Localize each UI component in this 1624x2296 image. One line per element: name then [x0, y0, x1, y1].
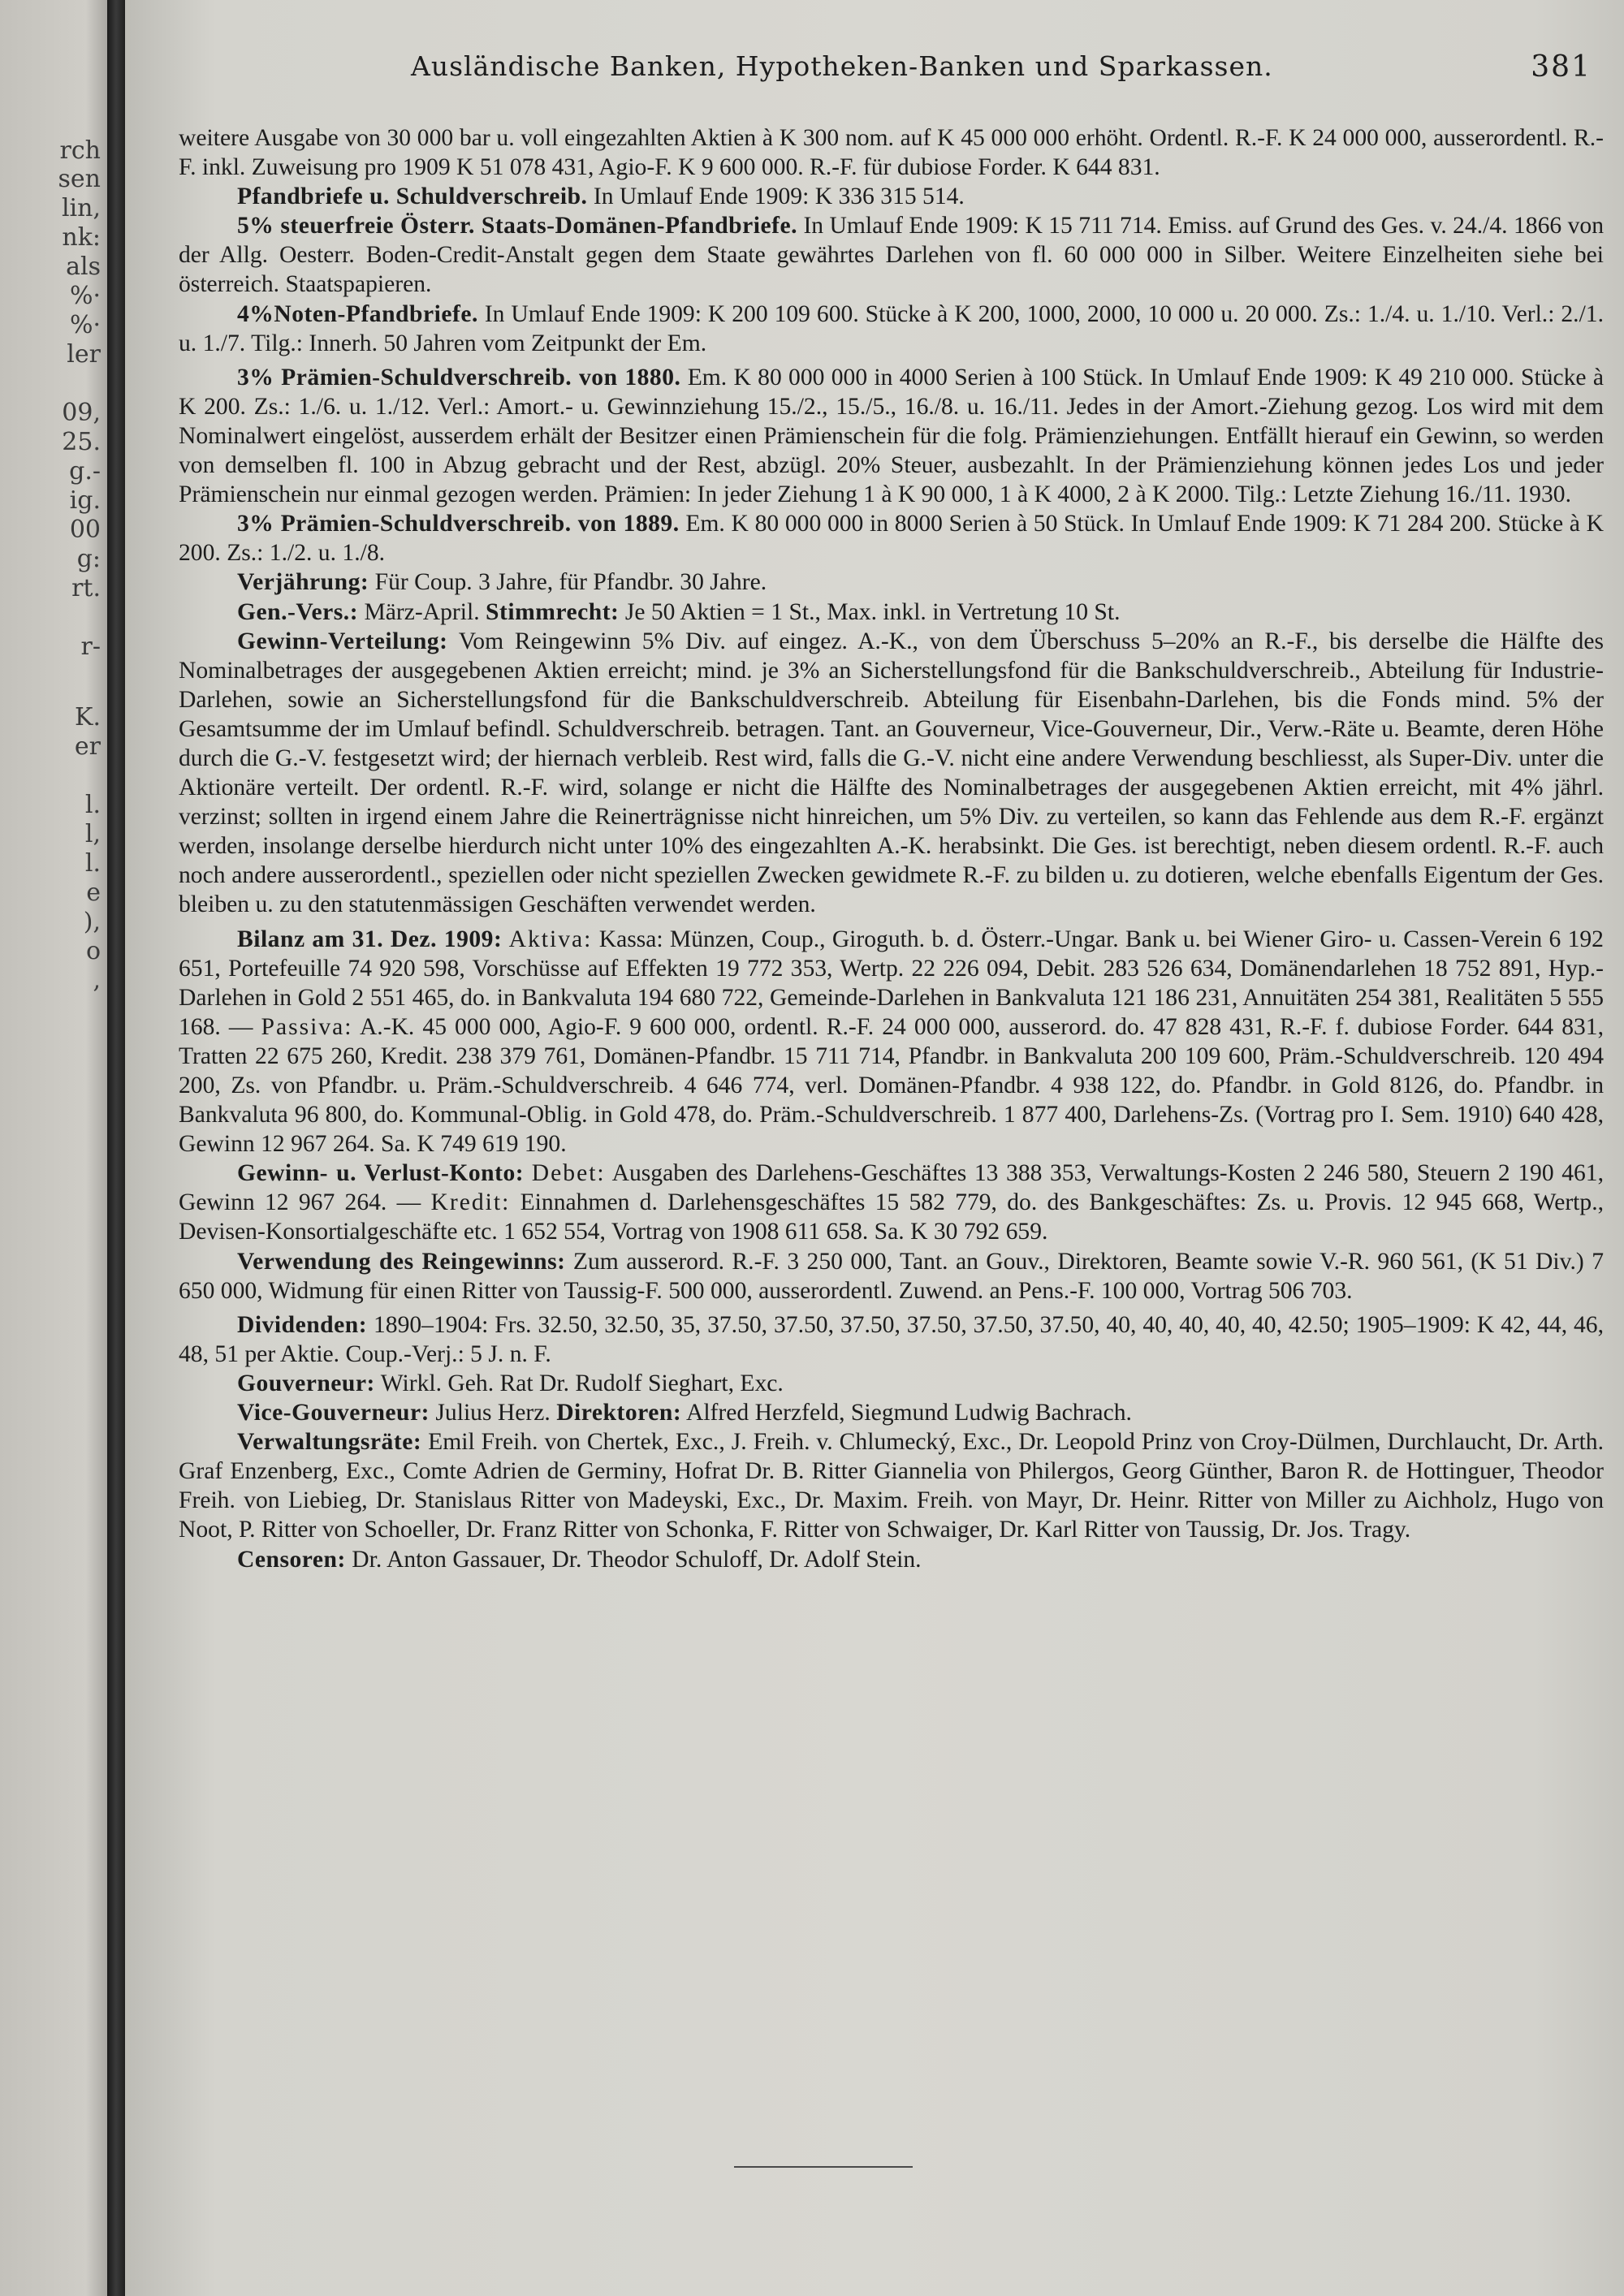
margin-fragment: %·: [69, 311, 101, 339]
previous-page-edge: [0, 0, 107, 2296]
paragraph-gewinn-verteilung: Gewinn-Verteilung: Vom Reingewinn 5% Div. auf eingez. A.-K., von dem Überschuss 5–20% an R.-F., bis derselbe die Hälfte des Nominalbetrages der ausgegebenen Aktien erreicht; mind. je 3% an Sicherstellungsfond für die Bankschuldverschreib., Abteilung für Industrie-Darlehen, sowie an Sicherstellungsfond für die Bankschuldverschreib. Abteilung für Eisenbahn-Darlehen, bis die Fonds mind. 5% der Gesamtsumme der im Umlauf befindl. Schuldverschreib. betragen. Tant. an Gouverneur, Vice-Gouverneur, Dir., Verw.-Räte u. Beamte, deren Höhe durch die G.-V. festgesetzt wird; der hiernach verbleib. Rest wird, falls die G.-V. nicht eine andere Verwendung beschliesst, als Super-Div. unter die Aktionäre verteilt. Der ordentl. R.-F. wird, solange er nicht die Hälfte des Nominalbetrages der ausgegebenen Aktien erreicht, mit 4% jährl. verzinst; sollten in irgend einem Jahre die Reinerträgnisse nicht hinreichen, um 5% Div. zu verteilen, so kann das Fehlende aus dem R.-F. ergänzt werden, insolange derselbe hierdurch nicht unter 10% des eingezahlten A.-K. herabsinkt. Die Ges. ist berechtigt, neben diesem ordentl. R.-F. auch noch andere ausserordentl., speziellen oder nicht speziellen Zwecken gewidmete R.-F. zu bilden u. zu dotieren, welche ebenfalls Eigentum der Ges. bleiben u. zu den statutenmässigen Geschäften verwendet werden.: [179, 628, 1604, 918]
paragraph: weitere Ausgabe von 30 000 bar u. voll eingezahlten Aktien à K 300 nom. auf K 45 000 000 erhöht. Ordentl. R.-F. K 24 000 000, ausserordentl. R.-F. inkl. Zuweisung pro 1909 K 51 078 431, Agio-F. K 9 600 000. R.-F. für dubiose Forder. K 644 831.: [179, 125, 1604, 181]
paragraph-bilanz: Bilanz am 31. Dez. 1909: Aktiva: Kassa: Münzen, Coup., Giroguth. b. d. Österr.-Ungar. Bank u. bei Wiener Giro- u. Cassen-Verein 6 192 651, Portefeuille 74 920 598, Vorschüsse auf Effekten 19 772 353, Wertp. 22 226 094, Debit. 283 526 634, Domänendarlehen 18 752 891, Hyp.-Darlehen in Gold 2 551 465, do. in Bankvaluta 194 680 722, Gemeinde-Darlehen in Bankvaluta 121 186 231, Annuitäten 254 381, Realitäten 5 555 168. — Passiva: A.-K. 45 000 000, Agio-F. 9 600 000, ordentl. R.-F. 24 000 000, ausserord. do. 47 828 431, R.-F. f. dubiose Forder. 644 831, Tratten 22 675 260, Kredit. 238 379 761, Domänen-Pfandbr. 15 711 714, Pfandbr. in Bankvaluta 200 109 600, Präm.-Schuldverschreib. 120 494 200, Zs. von Pfandbr. u. Präm.-Schuldverschreib. 4 646 774, verl. Domänen-Pfandbr. 4 938 122, do. Pfandbr. in Gold 8126, do. Pfandbr. in Bankvaluta 96 800, do. Kommunal-Oblig. in Gold 478, do. Präm.-Schuldverschreib. 1 877 400, Darlehens-Zs. (Vortrag pro I. Sem. 1910) 640 428, Gewinn 12 967 264. Sa. K 749 619 190.: [179, 926, 1604, 1158]
margin-fragment: rch: [59, 136, 101, 165]
section-heading: Verwendung des Reingewinns:: [237, 1248, 566, 1275]
margin-fragment: 09,: [62, 399, 101, 427]
section-heading: 3% Prämien-Schuldverschreib. von 1880.: [237, 364, 681, 391]
section-heading: Gewinn- u. Verlust-Konto:: [237, 1160, 525, 1187]
section-heading: Vice-Gouverneur:: [237, 1400, 430, 1426]
page-number: 381: [1531, 50, 1592, 84]
passiva-label: Passiva:: [261, 1013, 353, 1040]
margin-fragment: lin,: [61, 194, 101, 222]
section-heading: Gen.-Vers.:: [237, 598, 359, 625]
kredit-label: Kredit:: [430, 1189, 511, 1216]
margin-fragment: g.-: [69, 457, 101, 486]
section-heading: Direktoren:: [556, 1400, 682, 1426]
margin-fragment: r-: [80, 632, 101, 661]
paragraph-dividenden: Dividenden: 1890–1904: Frs. 32.50, 32.50, 35, 37.50, 37.50, 37.50, 37.50, 37.50, 37.50, 40, 40, 40, 40, 40, 42.50; 1905–1909: K 42, 44, 46, 48, 51 per Aktie. Coup.-Verj.: 5 J. n. F.: [179, 1311, 1604, 1367]
paragraph-domaenen-pfandbriefe: 5% steuerfreie Österr. Staats-Domänen-Pfandbriefe. In Umlauf Ende 1909: K 15 711 714. Emiss. auf Grund des Ges. v. 24./4. 1866 von der Allg. Oesterr. Boden-Credit-Anstalt gegen dem Staate gewährtes Darlehen von fl. 60 000 000 in Silber. Weitere Einzelheiten siehe bei österreich. Staatspapieren.: [179, 213, 1605, 298]
paragraph-gouverneur: Gouverneur: Wirkl. Geh. Rat Dr. Rudolf Sieghart, Exc.: [237, 1370, 784, 1396]
section-heading: 5% steuerfreie Österr. Staats-Domänen-Pfandbriefe.: [237, 213, 798, 240]
body-text: [179, 123, 1604, 1574]
margin-fragment: sen: [58, 165, 101, 193]
margin-fragment: 25.: [62, 428, 101, 456]
margin-fragment: als: [66, 252, 101, 281]
margin-fragment: ),: [83, 908, 101, 936]
margin-fragment: o: [85, 937, 101, 965]
paragraph-verjaehrung: Verjährung: Für Coup. 3 Jahre, für Pfandbr. 30 Jahre.: [237, 569, 767, 596]
margin-fragment: rt.: [71, 574, 101, 602]
section-heading: Dividenden:: [237, 1311, 368, 1338]
margin-fragment: l,: [84, 820, 101, 848]
margin-fragment: er: [74, 732, 101, 761]
margin-fragment: l.: [84, 849, 101, 878]
section-heading: Gouverneur:: [237, 1370, 375, 1396]
paragraph-pfandbriefe: Pfandbriefe u. Schuldverschreib. In Umlauf Ende 1909: K 336 315 514.: [237, 183, 965, 210]
end-rule: [734, 2166, 913, 2168]
section-heading: 3% Prämien-Schuldverschreib. von 1889.: [237, 511, 680, 537]
section-heading: Censoren:: [237, 1546, 346, 1573]
section-heading: Verjährung:: [237, 569, 369, 596]
section-heading: Gewinn-Verteilung:: [237, 628, 448, 654]
running-header: [125, 50, 1624, 83]
book-gutter: [107, 0, 125, 2296]
margin-fragment: K.: [75, 703, 101, 732]
margin-fragment: 00: [69, 516, 101, 544]
section-heading: 4%Noten-Pfandbriefe.: [237, 300, 478, 327]
paragraph-vice-gouverneur: Vice-Gouverneur: Julius Herz. Direktoren: Alfred Herzfeld, Siegmund Ludwig Bachrach.: [237, 1400, 1132, 1426]
aktiva-label: Aktiva:: [508, 926, 593, 952]
margin-fragment: ig.: [69, 486, 101, 515]
margin-fragment: e: [86, 878, 101, 907]
debet-label: Debet:: [531, 1160, 606, 1187]
margin-fragment: l.: [84, 791, 101, 819]
section-heading: Bilanz am 31. Dez. 1909:: [237, 926, 503, 952]
section-heading: Pfandbriefe u. Schuldverschreib.: [237, 183, 588, 210]
paragraph-gewinn-verlust: Gewinn- u. Verlust-Konto: Debet: Ausgaben des Darlehens-Geschäftes 13 388 353, Verwaltungs-Kosten 2 246 580, Steuern 2 190 461, Gewinn 12 967 264. — Kredit: Einnahmen d. Darlehensgeschäftes 15 582 779, do. des Bankgeschäftes: Zs. u. Provis. 12 945 668, Wertp., Devisen-Konsortialgeschäfte etc. 1 652 554, Vortrag von 1908 611 658. Sa. K 30 792 659.: [179, 1160, 1605, 1245]
section-heading: Stimmrecht:: [486, 598, 620, 625]
paragraph-gen-vers: Gen.-Vers.: März-April. Stimmrecht: Je 50 Aktien = 1 St., Max. inkl. in Vertretung 10 St.: [237, 598, 1121, 625]
paragraph-censoren: Censoren: Dr. Anton Gassauer, Dr. Theodor Schuloff, Dr. Adolf Stein.: [237, 1546, 922, 1573]
paragraph-verwaltungsraete: Verwaltungsräte: Emil Freih. von Chertek, Exc., J. Freih. v. Chlumecký, Exc., Dr. Leopold Prinz von Croy-Dülmen, Durchlaucht, Dr. Arth. Graf Enzenberg, Exc., Comte Adrien de Germiny, Hofrat Dr. B. Ritter Giannelia von Philergos, Georg Günther, Baron R. de Hottinguer, Theodor Freih. von Liebieg, Dr. Stanislaus Ritter von Madeyski, Exc., Dr. Maxim. Freih. von Mayr, Dr. Heinr. Ritter von Miller zu Aichholz, Hugo von Noot, P. Ritter von Schoeller, Dr. Franz Ritter von Schonka, F. Ritter von Schwaiger, Dr. Karl Ritter von Taussig, Dr. Jos. Tragy.: [179, 1429, 1604, 1543]
running-title: Ausländische Banken, Hypotheken-Banken und Sparkassen.: [411, 50, 1273, 82]
margin-fragment: ,: [93, 966, 101, 995]
margin-fragment: nk:: [62, 223, 101, 252]
paragraph-verwendung: Verwendung des Reingewinns: Zum ausserord. R.-F. 3 250 000, Tant. an Gouv., Direktoren, Beamte sowie V.-R. 960 561, (K 51 Div.) 7 650 000, Widmung für einen Ritter von Taussig-F. 500 000, ausserordentl. Zuwend. an Pens.-F. 100 000, Vortrag 506 703.: [179, 1248, 1604, 1304]
document-page: [125, 0, 1624, 2296]
paragraph-noten-pfandbriefe: 4%Noten-Pfandbriefe. In Umlauf Ende 1909: K 200 109 600. Stücke à K 200, 1000, 2000, 10 000 u. 20 000. Zs.: 1./4. u. 1./10. Verl.: 2./1. u. 1./7. Tilg.: Innerh. 50 Jahren vom Zeitpunkt der Em.: [179, 300, 1604, 356]
margin-fragment: %·: [69, 282, 101, 310]
section-heading: Verwaltungsräte:: [237, 1429, 422, 1456]
margin-fragment: g:: [76, 545, 101, 573]
paragraph-praemien-1880: 3% Prämien-Schuldverschreib. von 1880. Em. K 80 000 000 in 4000 Serien à 100 Stück. In Umlauf Ende 1909: K 49 210 000. Stücke à K 200. Zs.: 1./6. u. 1./12. Verl.: Amort.- u. Gewinnziehung 15./2., 15./5., 16./8. u. 16./11. Jedes in der Amort.-Ziehung gezog. Los wird mit dem Nominalwert eingelöst, ausserdem erhält der Besitzer einen Prämienschein für die folg. Prämienziehungen. Entfällt hierauf ein Gewinn, so werden von demselben fl. 100 in Abzug gebracht und der Rest, abzügl. 20% Steuer, ausbezahlt. In der Prämienziehung können jedes Los und jeder Prämienschein nur einmal gezogen werden. Prämien: In jeder Ziehung 1 à K 90 000, 1 à K 4000, 2 à K 2000. Tilg.: Letzte Ziehung 16./11. 1930.: [179, 364, 1604, 508]
paragraph-praemien-1889: 3% Prämien-Schuldverschreib. von 1889. Em. K 80 000 000 in 8000 Serien à 50 Stück. In Umlauf Ende 1909: K 71 284 200. Stücke à K 200. Zs.: 1./2. u. 1./8.: [179, 511, 1604, 567]
margin-fragment: ler: [67, 340, 101, 369]
